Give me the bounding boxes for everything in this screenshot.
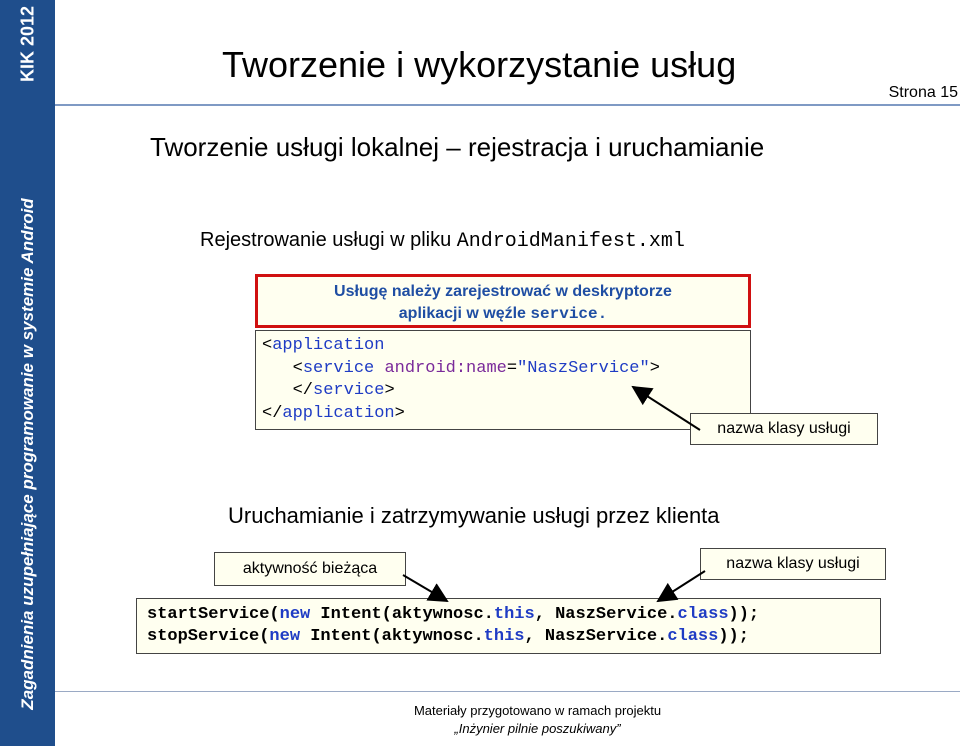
arrow-manifest-classname: [633, 387, 700, 430]
current-activity-callout: aktywność bieżąca: [214, 552, 406, 586]
sidebar-topic: Zagadnienia uzupełniające programowanie w systemie Android: [18, 198, 37, 710]
note-line-1: Usługę należy zarejestrować w deskryptorze: [334, 283, 672, 300]
start-service-line: startService(new Intent(aktywnosc.this, NaszService.class));: [147, 605, 760, 624]
footer-divider: [55, 691, 960, 692]
note-line-2: aplikacji w węźle service.: [398, 305, 608, 323]
class-name-callout-client: nazwa klasy usługi: [700, 548, 886, 580]
arrow-current-activity: [403, 575, 447, 601]
slide-subtitle: Tworzenie usługi lokalnej – rejestracja i uruchamianie: [150, 132, 765, 162]
arrow-client-classname: [658, 571, 705, 601]
code-line-4: </application>: [262, 403, 405, 423]
page-title: Tworzenie i wykorzystanie usług: [222, 44, 737, 85]
stop-service-line: stopService(new Intent(aktywnosc.this, NaszService.class));: [147, 627, 749, 646]
start-stop-heading: Uruchamianie i zatrzymywanie usługi przez klienta: [228, 503, 720, 528]
registration-text: Rejestrowanie usługi w pliku: [200, 229, 452, 251]
code-line-1: <application: [262, 336, 385, 355]
code-line-3: </service>: [292, 381, 395, 400]
page-number: Strona 15: [888, 84, 958, 101]
footer-line-2: „Inżynier pilnie poszukiwany”: [454, 721, 621, 736]
manifest-file-name: AndroidManifest.xml: [456, 230, 685, 253]
footer-line-1: Materiały przygotowano w ramach projektu: [413, 703, 662, 718]
note-code: service.: [530, 305, 608, 323]
code-line-2: <service android:name="NaszService">: [292, 358, 660, 378]
class-name-callout-manifest: nazwa klasy usługi: [690, 413, 878, 445]
sidebar-year: KIK 2012: [17, 5, 38, 83]
